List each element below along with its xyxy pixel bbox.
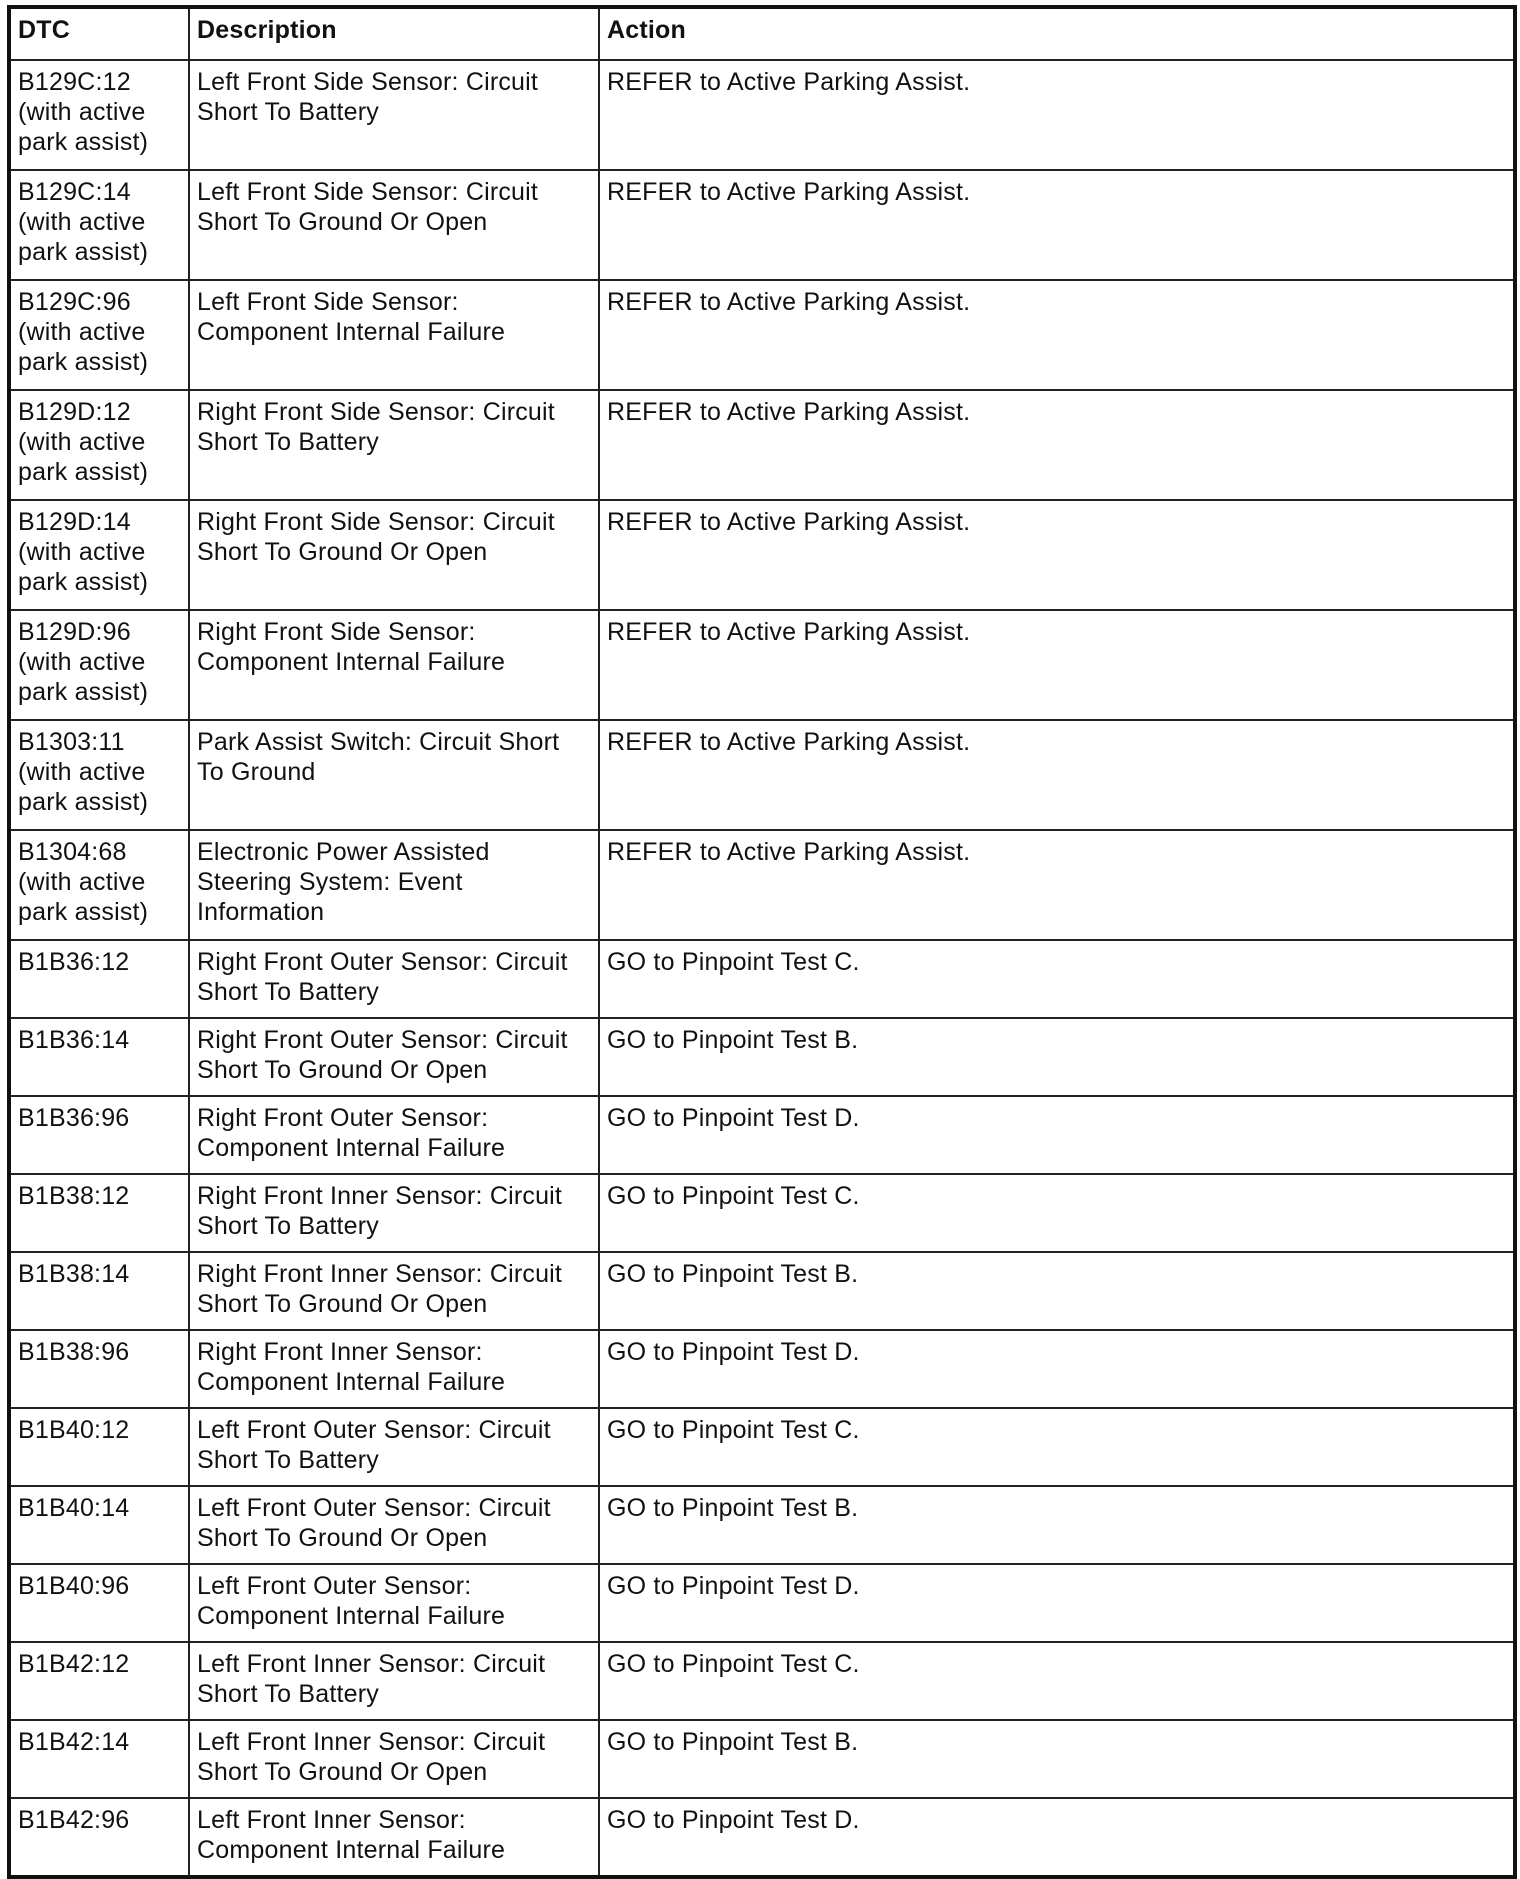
description-cell: Right Front Inner Sensor: Circuit Short To Battery xyxy=(189,1174,599,1252)
description-cell: Left Front Outer Sensor: Circuit Short To Battery xyxy=(189,1408,599,1486)
dtc-code-cell: B1B36:96 xyxy=(9,1096,189,1174)
action-cell: REFER to Active Parking Assist. xyxy=(599,60,1515,170)
column-header-description: Description xyxy=(189,7,599,60)
dtc-code-cell: B1B36:14 xyxy=(9,1018,189,1096)
description-cell: Left Front Inner Sensor: Circuit Short To Battery xyxy=(189,1642,599,1720)
action-cell: GO to Pinpoint Test D. xyxy=(599,1798,1515,1877)
table-row xyxy=(9,1798,1515,1877)
table-row xyxy=(9,1564,1515,1642)
action-cell: GO to Pinpoint Test B. xyxy=(599,1252,1515,1330)
description-cell: Left Front Outer Sensor: Component Internal Failure xyxy=(189,1564,599,1642)
action-cell: GO to Pinpoint Test B. xyxy=(599,1486,1515,1564)
table-row xyxy=(9,1408,1515,1486)
action-cell: GO to Pinpoint Test D. xyxy=(599,1096,1515,1174)
action-cell: GO to Pinpoint Test C. xyxy=(599,1174,1515,1252)
table-body xyxy=(9,60,1515,1877)
table-row xyxy=(9,1642,1515,1720)
description-cell: Right Front Outer Sensor: Circuit Short To Battery xyxy=(189,940,599,1018)
description-cell: Left Front Inner Sensor: Component Internal Failure xyxy=(189,1798,599,1877)
action-cell: GO to Pinpoint Test D. xyxy=(599,1564,1515,1642)
description-cell: Right Front Side Sensor: Component Internal Failure xyxy=(189,610,599,720)
description-cell: Electronic Power Assisted Steering System: Event Information xyxy=(189,830,599,940)
dtc-code-cell: B129C:96 (with active park assist) xyxy=(9,280,189,390)
table-row xyxy=(9,1096,1515,1174)
action-cell: GO to Pinpoint Test C. xyxy=(599,1642,1515,1720)
action-cell: REFER to Active Parking Assist. xyxy=(599,610,1515,720)
dtc-table-container xyxy=(7,5,1513,1864)
table-row xyxy=(9,1252,1515,1330)
dtc-code-cell: B1B38:96 xyxy=(9,1330,189,1408)
action-cell: REFER to Active Parking Assist. xyxy=(599,720,1515,830)
action-cell: REFER to Active Parking Assist. xyxy=(599,830,1515,940)
dtc-code-cell: B1B40:14 xyxy=(9,1486,189,1564)
table-row xyxy=(9,60,1515,170)
dtc-code-cell: B1B36:12 xyxy=(9,940,189,1018)
description-cell: Right Front Outer Sensor: Circuit Short To Ground Or Open xyxy=(189,1018,599,1096)
description-cell: Left Front Side Sensor: Component Internal Failure xyxy=(189,280,599,390)
column-header-action: Action xyxy=(599,7,1515,60)
table-row xyxy=(9,610,1515,720)
action-cell: REFER to Active Parking Assist. xyxy=(599,170,1515,280)
header-row xyxy=(9,7,1515,60)
column-header-dtc: DTC xyxy=(9,7,189,60)
action-cell: REFER to Active Parking Assist. xyxy=(599,390,1515,500)
table-row xyxy=(9,1330,1515,1408)
dtc-code-cell: B1B42:12 xyxy=(9,1642,189,1720)
table-row xyxy=(9,830,1515,940)
description-cell: Right Front Inner Sensor: Component Internal Failure xyxy=(189,1330,599,1408)
dtc-code-cell: B1B38:12 xyxy=(9,1174,189,1252)
dtc-code-cell: B129D:12 (with active park assist) xyxy=(9,390,189,500)
dtc-code-cell: B1B38:14 xyxy=(9,1252,189,1330)
dtc-code-cell: B1B40:12 xyxy=(9,1408,189,1486)
dtc-code-cell: B1304:68 (with active park assist) xyxy=(9,830,189,940)
table-row xyxy=(9,280,1515,390)
table-row xyxy=(9,940,1515,1018)
dtc-code-cell: B1303:11 (with active park assist) xyxy=(9,720,189,830)
dtc-code-cell: B129D:96 (with active park assist) xyxy=(9,610,189,720)
description-cell: Right Front Side Sensor: Circuit Short To Battery xyxy=(189,390,599,500)
table-row xyxy=(9,720,1515,830)
dtc-table xyxy=(7,5,1517,1879)
table-row xyxy=(9,1720,1515,1798)
table-header xyxy=(9,7,1515,60)
dtc-code-cell: B129D:14 (with active park assist) xyxy=(9,500,189,610)
action-cell: GO to Pinpoint Test C. xyxy=(599,940,1515,1018)
dtc-code-cell: B1B42:14 xyxy=(9,1720,189,1798)
description-cell: Left Front Side Sensor: Circuit Short To Battery xyxy=(189,60,599,170)
dtc-code-cell: B129C:14 (with active park assist) xyxy=(9,170,189,280)
dtc-code-cell: B129C:12 (with active park assist) xyxy=(9,60,189,170)
table-row xyxy=(9,390,1515,500)
action-cell: GO to Pinpoint Test C. xyxy=(599,1408,1515,1486)
description-cell: Left Front Side Sensor: Circuit Short To Ground Or Open xyxy=(189,170,599,280)
table-row xyxy=(9,500,1515,610)
action-cell: REFER to Active Parking Assist. xyxy=(599,280,1515,390)
description-cell: Park Assist Switch: Circuit Short To Ground xyxy=(189,720,599,830)
table-row xyxy=(9,170,1515,280)
table-row xyxy=(9,1174,1515,1252)
description-cell: Right Front Inner Sensor: Circuit Short To Ground Or Open xyxy=(189,1252,599,1330)
action-cell: GO to Pinpoint Test B. xyxy=(599,1720,1515,1798)
action-cell: GO to Pinpoint Test B. xyxy=(599,1018,1515,1096)
description-cell: Right Front Outer Sensor: Component Internal Failure xyxy=(189,1096,599,1174)
table-row xyxy=(9,1486,1515,1564)
description-cell: Right Front Side Sensor: Circuit Short To Ground Or Open xyxy=(189,500,599,610)
table-row xyxy=(9,1018,1515,1096)
dtc-code-cell: B1B42:96 xyxy=(9,1798,189,1877)
dtc-code-cell: B1B40:96 xyxy=(9,1564,189,1642)
action-cell: GO to Pinpoint Test D. xyxy=(599,1330,1515,1408)
action-cell: REFER to Active Parking Assist. xyxy=(599,500,1515,610)
description-cell: Left Front Inner Sensor: Circuit Short To Ground Or Open xyxy=(189,1720,599,1798)
description-cell: Left Front Outer Sensor: Circuit Short To Ground Or Open xyxy=(189,1486,599,1564)
